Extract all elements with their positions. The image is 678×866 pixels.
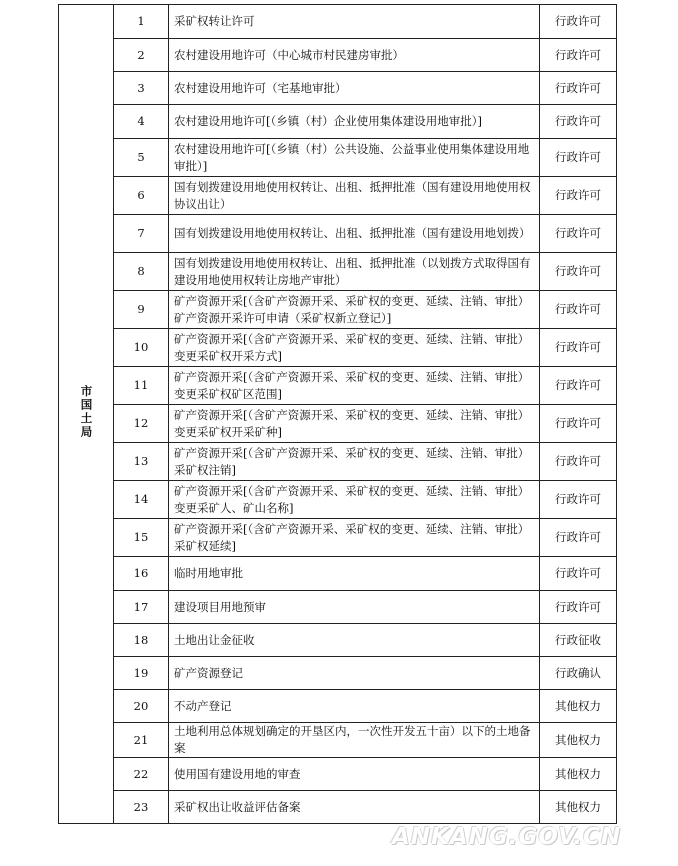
row-number: 20 — [114, 690, 169, 723]
table-row — [59, 105, 617, 139]
item-category: 行政许可 — [540, 39, 617, 72]
table-row — [59, 139, 617, 177]
table-row — [59, 591, 617, 624]
department-label: 市国土局 — [79, 384, 94, 439]
item-name: 矿产资源开采[（含矿产资源开采、采矿权的变更、延续、注销、审批）矿产资源开采许可申请（采矿权新立登记）] — [169, 291, 540, 329]
item-category: 行政许可 — [540, 367, 617, 405]
row-number: 19 — [114, 657, 169, 690]
table-row — [59, 329, 617, 367]
item-name: 农村建设用地许可[（乡镇（村）公共设施、公益事业使用集体建设用地审批）] — [169, 139, 540, 177]
item-category: 行政确认 — [540, 657, 617, 690]
row-number: 4 — [114, 105, 169, 139]
item-name: 农村建设用地许可（宅基地审批） — [169, 72, 540, 105]
item-category: 其他权力 — [540, 758, 617, 791]
table-row — [59, 215, 617, 253]
item-category: 行政许可 — [540, 253, 617, 291]
item-name: 农村建设用地许可（中心城市村民建房审批） — [169, 39, 540, 72]
site-watermark: ANKANG.GOV.CN — [392, 824, 622, 850]
row-number: 2 — [114, 39, 169, 72]
row-number: 10 — [114, 329, 169, 367]
item-category: 行政许可 — [540, 215, 617, 253]
item-name: 矿产资源开采[（含矿产资源开采、采矿权的变更、延续、注销、审批）变更采矿权开采方式] — [169, 329, 540, 367]
table-row — [59, 519, 617, 557]
table-row — [59, 72, 617, 105]
item-category: 行政许可 — [540, 405, 617, 443]
table-row — [59, 791, 617, 824]
table-row — [59, 690, 617, 723]
item-category: 行政许可 — [540, 591, 617, 624]
table-row — [59, 481, 617, 519]
item-category: 行政许可 — [540, 72, 617, 105]
table-row — [59, 758, 617, 791]
item-name: 采矿权转让许可 — [169, 5, 540, 39]
item-category: 行政许可 — [540, 443, 617, 481]
row-number: 23 — [114, 791, 169, 824]
item-name: 使用国有建设用地的审查 — [169, 758, 540, 791]
row-number: 3 — [114, 72, 169, 105]
item-category: 行政征收 — [540, 624, 617, 657]
item-name: 国有划拨建设用地使用权转让、出租、抵押批准（国有建设用地使用权协议出让） — [169, 177, 540, 215]
item-name: 农村建设用地许可[（乡镇（村）企业使用集体建设用地审批）] — [169, 105, 540, 139]
item-name: 不动产登记 — [169, 690, 540, 723]
table-row — [59, 443, 617, 481]
row-number: 16 — [114, 557, 169, 591]
row-number: 6 — [114, 177, 169, 215]
table-row — [59, 624, 617, 657]
row-number: 8 — [114, 253, 169, 291]
table-row — [59, 657, 617, 690]
item-category: 行政许可 — [540, 291, 617, 329]
row-number: 12 — [114, 405, 169, 443]
item-name: 土地出让金征收 — [169, 624, 540, 657]
item-name: 矿产资源开采[（含矿产资源开采、采矿权的变更、延续、注销、审批）变更采矿权矿区范围] — [169, 367, 540, 405]
row-number: 9 — [114, 291, 169, 329]
row-number: 21 — [114, 723, 169, 758]
item-category: 行政许可 — [540, 557, 617, 591]
item-category: 其他权力 — [540, 723, 617, 758]
item-name: 国有划拨建设用地使用权转让、出租、抵押批准（以划拨方式取得国有建设用地使用权转让房地产审批） — [169, 253, 540, 291]
row-number: 1 — [114, 5, 169, 39]
table-row — [59, 5, 617, 39]
item-category: 行政许可 — [540, 139, 617, 177]
item-category: 其他权力 — [540, 690, 617, 723]
table-row — [59, 291, 617, 329]
item-name: 矿产资源开采[（含矿产资源开采、采矿权的变更、延续、注销、审批）采矿权延续] — [169, 519, 540, 557]
item-name: 采矿权出让收益评估备案 — [169, 791, 540, 824]
row-number: 5 — [114, 139, 169, 177]
item-category: 行政许可 — [540, 481, 617, 519]
power-list-table — [58, 4, 617, 824]
row-number: 15 — [114, 519, 169, 557]
row-number: 11 — [114, 367, 169, 405]
table-row — [59, 177, 617, 215]
table-row — [59, 253, 617, 291]
row-number: 13 — [114, 443, 169, 481]
table-row — [59, 367, 617, 405]
row-number: 18 — [114, 624, 169, 657]
row-number: 22 — [114, 758, 169, 791]
item-name: 临时用地审批 — [169, 557, 540, 591]
item-name: 建设项目用地预审 — [169, 591, 540, 624]
row-number: 14 — [114, 481, 169, 519]
row-number: 17 — [114, 591, 169, 624]
table-row — [59, 39, 617, 72]
table-row — [59, 405, 617, 443]
item-category: 其他权力 — [540, 791, 617, 824]
item-name: 矿产资源开采[（含矿产资源开采、采矿权的变更、延续、注销、审批）采矿权注销] — [169, 443, 540, 481]
item-name: 矿产资源登记 — [169, 657, 540, 690]
table-row — [59, 723, 617, 758]
item-category: 行政许可 — [540, 105, 617, 139]
item-category: 行政许可 — [540, 519, 617, 557]
item-name: 矿产资源开采[（含矿产资源开采、采矿权的变更、延续、注销、审批）变更采矿权开采矿种] — [169, 405, 540, 443]
row-number: 7 — [114, 215, 169, 253]
item-category: 行政许可 — [540, 329, 617, 367]
table-row — [59, 557, 617, 591]
department-cell — [59, 5, 114, 824]
item-name: 国有划拨建设用地使用权转让、出租、抵押批准（国有建设用地划拨） — [169, 215, 540, 253]
item-name: 矿产资源开采[（含矿产资源开采、采矿权的变更、延续、注销、审批）变更采矿人、矿山名称] — [169, 481, 540, 519]
item-name: 土地利用总体规划确定的开垦区内，一次性开发五十亩）以下的土地备案 — [169, 723, 540, 758]
item-category: 行政许可 — [540, 5, 617, 39]
item-category: 行政许可 — [540, 177, 617, 215]
